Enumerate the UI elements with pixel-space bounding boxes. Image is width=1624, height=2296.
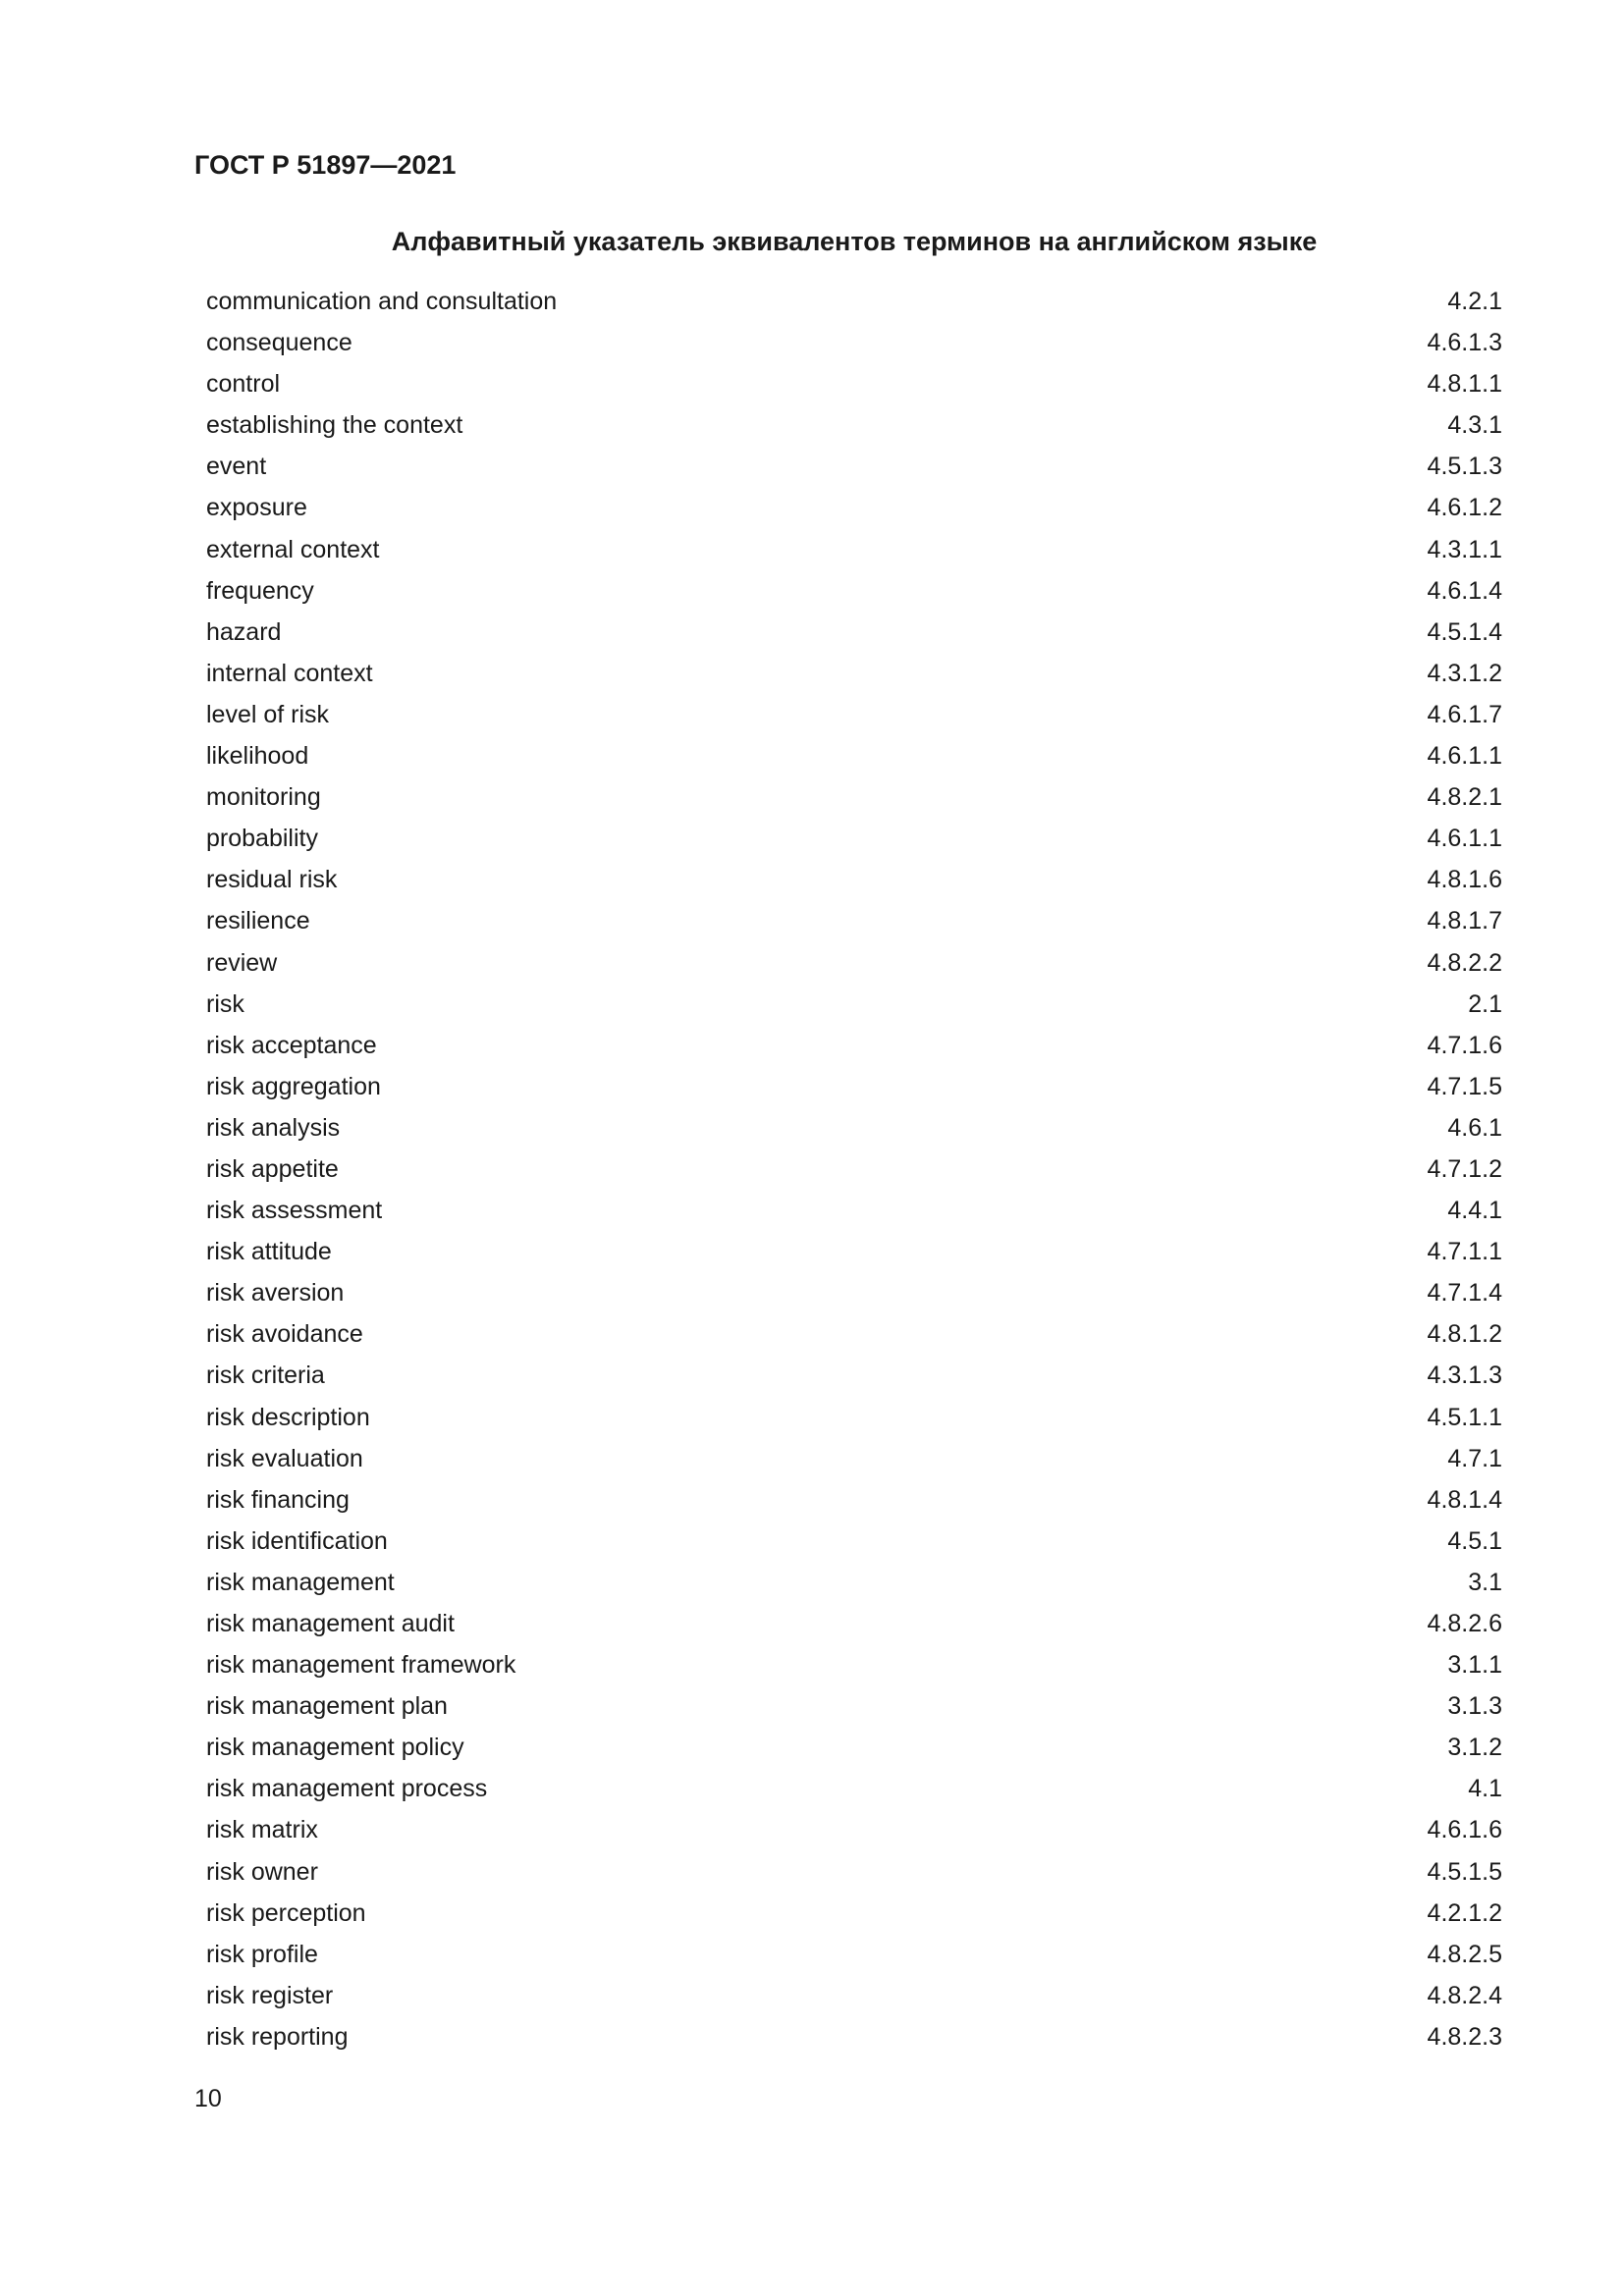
- index-term: risk reporting: [206, 2022, 349, 2051]
- index-term: internal context: [206, 659, 373, 687]
- index-term: risk evaluation: [206, 1444, 363, 1472]
- index-reference: 4.8.2.3: [1427, 2022, 1502, 2051]
- index-term: risk matrix: [206, 1816, 318, 1844]
- index-entry: [206, 1067, 1502, 1108]
- index-reference: 3.1.2: [1447, 1734, 1502, 1762]
- index-entry: [206, 2017, 1502, 2058]
- index-term: risk financing: [206, 1485, 350, 1514]
- index-term: risk criteria: [206, 1362, 325, 1390]
- index-term: risk register: [206, 1981, 334, 2009]
- index-reference: 4.4.1: [1447, 1197, 1502, 1225]
- term-index-list: [206, 282, 1502, 2058]
- index-term: risk description: [206, 1403, 370, 1431]
- index-entry: [206, 1686, 1502, 1728]
- index-entry: [206, 282, 1502, 323]
- index-term: likelihood: [206, 742, 309, 771]
- index-entry: [206, 405, 1502, 447]
- index-entry: [206, 1645, 1502, 1686]
- index-term: risk management: [206, 1568, 395, 1596]
- index-entry: [206, 985, 1502, 1026]
- index-reference: 4.5.1: [1447, 1526, 1502, 1555]
- index-reference: 4.6.1.1: [1427, 742, 1502, 771]
- index-entry: [206, 1563, 1502, 1604]
- index-reference: 4.8.1.1: [1427, 370, 1502, 399]
- index-entry: [206, 1026, 1502, 1067]
- index-term: control: [206, 370, 281, 399]
- index-entry: [206, 943, 1502, 985]
- index-reference: 4.6.1.6: [1427, 1816, 1502, 1844]
- index-reference: 4.7.1.1: [1427, 1238, 1502, 1266]
- index-entry: [206, 1480, 1502, 1522]
- index-entry: [206, 777, 1502, 819]
- index-reference: 4.8.2.2: [1427, 948, 1502, 977]
- index-reference: 4.8.2.5: [1427, 1940, 1502, 1968]
- index-reference: 3.1.1: [1447, 1651, 1502, 1680]
- index-term: risk management framework: [206, 1651, 516, 1680]
- index-entry: [206, 1356, 1502, 1397]
- index-term: review: [206, 948, 278, 977]
- index-entry: [206, 1894, 1502, 1935]
- index-reference: 4.2.1: [1447, 288, 1502, 315]
- index-reference: 4.8.2.6: [1427, 1610, 1502, 1637]
- index-entry: [206, 1314, 1502, 1356]
- index-entry: [206, 736, 1502, 777]
- index-entry: [206, 1604, 1502, 1645]
- index-reference: 4.5.1.5: [1427, 1857, 1502, 1886]
- index-entry: [206, 488, 1502, 529]
- index-reference: 4.8.1.2: [1427, 1320, 1502, 1349]
- index-term: frequency: [206, 576, 314, 605]
- index-reference: 4.7.1.5: [1427, 1072, 1502, 1100]
- index-reference: 2.1: [1468, 989, 1502, 1018]
- index-entry: [206, 819, 1502, 860]
- index-term: risk appetite: [206, 1154, 339, 1183]
- index-reference: 4.2.1.2: [1427, 1898, 1502, 1927]
- index-term: external context: [206, 535, 380, 563]
- index-reference: 4.5.1.3: [1427, 453, 1502, 481]
- index-entry: [206, 1810, 1502, 1851]
- index-term: exposure: [206, 494, 307, 522]
- index-entry: [206, 447, 1502, 488]
- index-reference: 4.6.1.3: [1427, 329, 1502, 357]
- index-reference: 4.8.2.4: [1427, 1981, 1502, 2009]
- index-entry: [206, 571, 1502, 613]
- index-reference: 4.8.2.1: [1427, 783, 1502, 812]
- index-entry: [206, 1232, 1502, 1273]
- index-reference: 4.3.1: [1447, 411, 1502, 440]
- index-entry: [206, 1976, 1502, 2017]
- index-entry: [206, 1273, 1502, 1314]
- index-entry: [206, 1191, 1502, 1232]
- index-entry: [206, 901, 1502, 942]
- standard-code-header: ГОСТ Р 51897—2021: [194, 150, 457, 180]
- index-term: risk assessment: [206, 1197, 383, 1225]
- index-entry: [206, 1852, 1502, 1894]
- index-reference: 4.6.1.4: [1427, 576, 1502, 605]
- index-reference: 4.6.1.1: [1427, 825, 1502, 853]
- index-reference: 3.1: [1468, 1568, 1502, 1596]
- index-term: event: [206, 453, 267, 481]
- index-reference: 4.7.1: [1447, 1444, 1502, 1472]
- index-reference: 4.3.1.3: [1427, 1362, 1502, 1390]
- index-entry: [206, 1439, 1502, 1480]
- index-term: risk management policy: [206, 1734, 464, 1762]
- index-reference: 4.7.1.2: [1427, 1154, 1502, 1183]
- index-term: hazard: [206, 617, 282, 646]
- index-reference: 4.3.1.1: [1427, 535, 1502, 563]
- index-reference: 4.8.1.4: [1427, 1485, 1502, 1514]
- index-reference: 4.3.1.2: [1427, 659, 1502, 687]
- index-term: consequence: [206, 329, 352, 357]
- index-entry: [206, 1149, 1502, 1191]
- index-term: residual risk: [206, 866, 338, 894]
- index-term: risk attitude: [206, 1238, 332, 1266]
- index-term: risk owner: [206, 1857, 318, 1886]
- index-term: risk perception: [206, 1898, 366, 1927]
- index-entry: [206, 364, 1502, 405]
- index-reference: 4.6.1.7: [1427, 700, 1502, 728]
- index-reference: 3.1.3: [1447, 1692, 1502, 1721]
- index-reference: 4.5.1.1: [1427, 1403, 1502, 1431]
- index-term: risk: [206, 989, 244, 1018]
- index-title: Алфавитный указатель эквивалентов терминов на английском языке: [391, 227, 1318, 256]
- index-term: level of risk: [206, 700, 330, 728]
- index-term: communication and consultation: [206, 288, 558, 315]
- index-entry: [206, 654, 1502, 695]
- index-entry: [206, 1728, 1502, 1769]
- index-entry: [206, 1769, 1502, 1810]
- index-term: probability: [206, 825, 318, 853]
- index-term: risk avoidance: [206, 1320, 363, 1349]
- index-term: risk identification: [206, 1526, 388, 1555]
- index-term: risk management audit: [206, 1610, 455, 1637]
- index-reference: 4.7.1.6: [1427, 1031, 1502, 1059]
- index-reference: 4.8.1.6: [1427, 866, 1502, 894]
- index-term: risk analysis: [206, 1113, 341, 1142]
- page-number: 10: [194, 2085, 222, 2112]
- index-entry: [206, 530, 1502, 571]
- index-reference: 4.8.1.7: [1427, 907, 1502, 935]
- index-term: risk management process: [206, 1775, 488, 1803]
- index-entry: [206, 1935, 1502, 1976]
- index-term: risk aversion: [206, 1279, 345, 1308]
- index-reference: 4.6.1: [1447, 1113, 1502, 1142]
- index-term: risk acceptance: [206, 1031, 377, 1059]
- index-reference: 4.6.1.2: [1427, 494, 1502, 522]
- index-term: risk aggregation: [206, 1072, 381, 1100]
- index-entry: [206, 613, 1502, 654]
- index-term: risk management plan: [206, 1692, 448, 1721]
- index-term: resilience: [206, 907, 310, 935]
- index-reference: 4.7.1.4: [1427, 1279, 1502, 1308]
- index-term: monitoring: [206, 783, 321, 812]
- index-reference: 4.5.1.4: [1427, 617, 1502, 646]
- index-entry: [206, 1108, 1502, 1149]
- index-term: risk profile: [206, 1940, 318, 1968]
- index-entry: [206, 860, 1502, 901]
- index-entry: [206, 1398, 1502, 1439]
- index-entry: [206, 323, 1502, 364]
- index-reference: 4.1: [1468, 1775, 1502, 1803]
- index-term: establishing the context: [206, 411, 463, 440]
- index-entry: [206, 1522, 1502, 1563]
- index-entry: [206, 695, 1502, 736]
